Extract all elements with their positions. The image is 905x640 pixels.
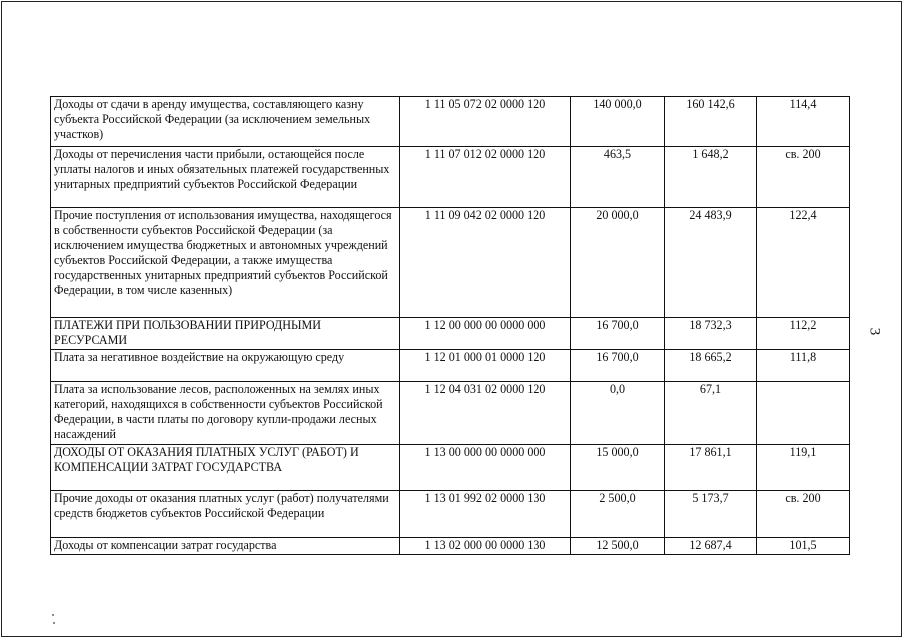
row-percent: 101,5 [757, 538, 850, 555]
row-actual: 160 142,6 [665, 97, 757, 147]
table-row [51, 97, 850, 147]
table-row [51, 382, 850, 445]
row-percent: св. 200 [757, 147, 850, 208]
row-name: Плата за использование лесов, расположенных на землях иных категорий, находящихся в собственности субъектов Российской Федерации, в части платы по договору купли-продажи лесных насаждений [51, 382, 400, 445]
row-code: 1 13 00 000 00 0000 000 [400, 445, 571, 491]
row-name: Доходы от перечисления части прибыли, остающейся после уплаты налогов и иных обязательных платежей государственных унитарных предприятий субъектов Российской Федерации [51, 147, 400, 208]
row-name: Доходы от компенсации затрат государства [51, 538, 400, 555]
row-plan: 463,5 [571, 147, 665, 208]
scan-speck [52, 614, 54, 616]
row-plan: 2 500,0 [571, 491, 665, 538]
row-code: 1 13 01 992 02 0000 130 [400, 491, 571, 538]
table-row [51, 491, 850, 538]
row-actual: 1 648,2 [665, 147, 757, 208]
row-actual: 67,1 [665, 382, 757, 445]
page-number: 3 [866, 327, 883, 336]
row-percent: 111,8 [757, 350, 850, 382]
row-actual: 18 732,3 [665, 318, 757, 350]
row-plan: 16 700,0 [571, 318, 665, 350]
row-plan: 15 000,0 [571, 445, 665, 491]
row-percent: св. 200 [757, 491, 850, 538]
row-plan: 140 000,0 [571, 97, 665, 147]
row-percent: 119,1 [757, 445, 850, 491]
row-actual: 17 861,1 [665, 445, 757, 491]
row-percent [757, 382, 850, 445]
row-code: 1 12 00 000 00 0000 000 [400, 318, 571, 350]
row-code: 1 12 04 031 02 0000 120 [400, 382, 571, 445]
row-actual: 24 483,9 [665, 208, 757, 318]
row-plan: 16 700,0 [571, 350, 665, 382]
row-code: 1 11 05 072 02 0000 120 [400, 97, 571, 147]
row-percent: 112,2 [757, 318, 850, 350]
row-name: Прочие поступления от использования имущества, находящегося в собственности субъектов Российской Федерации (за исключением имущества бюджетных и автономных учреждений субъектов Российской Федерации, а также имущества государственных унитарных предприятий субъектов Российской Федерации, в том числе казенных) [51, 208, 400, 318]
row-percent: 114,4 [757, 97, 850, 147]
row-code: 1 12 01 000 01 0000 120 [400, 350, 571, 382]
scan-speck [53, 622, 55, 624]
row-actual: 18 665,2 [665, 350, 757, 382]
row-actual: 12 687,4 [665, 538, 757, 555]
row-plan: 12 500,0 [571, 538, 665, 555]
table-row [51, 147, 850, 208]
row-code: 1 13 02 000 00 0000 130 [400, 538, 571, 555]
row-name: Прочие доходы от оказания платных услуг (работ) получателями средств бюджетов субъектов Российской Федерации [51, 491, 400, 538]
row-percent: 122,4 [757, 208, 850, 318]
row-code: 1 11 09 042 02 0000 120 [400, 208, 571, 318]
table-row [51, 445, 850, 491]
row-plan: 0,0 [571, 382, 665, 445]
row-name: Доходы от сдачи в аренду имущества, составляющего казну субъекта Российской Федерации (за исключением земельных участков) [51, 97, 400, 147]
row-name: Плата за негативное воздействие на окружающую среду [51, 350, 400, 382]
row-name: ПЛАТЕЖИ ПРИ ПОЛЬЗОВАНИИ ПРИРОДНЫМИ РЕСУРСАМИ [51, 318, 400, 350]
revenue-table [50, 96, 850, 555]
table-row [51, 318, 850, 350]
row-actual: 5 173,7 [665, 491, 757, 538]
table-row [51, 538, 850, 555]
row-plan: 20 000,0 [571, 208, 665, 318]
row-code: 1 11 07 012 02 0000 120 [400, 147, 571, 208]
table-row [51, 208, 850, 318]
row-name: ДОХОДЫ ОТ ОКАЗАНИЯ ПЛАТНЫХ УСЛУГ (РАБОТ) И КОМПЕНСАЦИИ ЗАТРАТ ГОСУДАРСТВА [51, 445, 400, 491]
table-row [51, 350, 850, 382]
